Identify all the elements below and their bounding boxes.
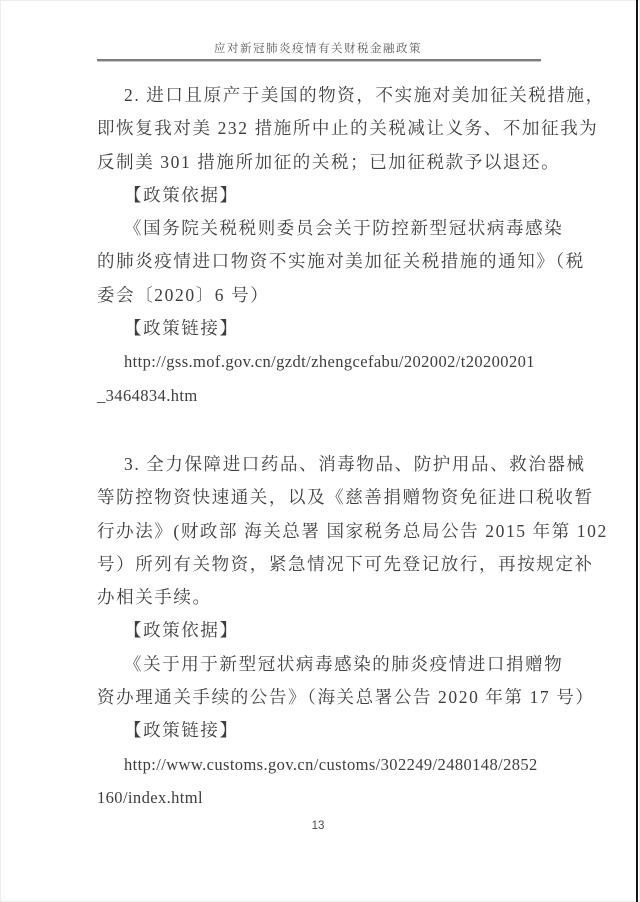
section3-paragraph-line: 号）所列有关物资，紧急情况下可先登记放行，再按规定补 [97,553,594,574]
section2-policy-basis-line: 《国务院关税税则委员会关于防控新型冠状病毒感染 [124,218,564,239]
section3-policy-link-url: 160/index.html [97,787,203,807]
section2-paragraph-line: 反制美 301 措施所加征的关税；已加征税款予以退还。 [97,151,561,172]
section3-paragraph-line: 等防控物资快速通关，以及《慈善捐赠物资免征进口税收暂 [97,487,594,508]
section2-paragraph-line: 2. 进口且原产于美国的物资，不实施对美加征关税措施， [124,85,605,105]
section-gap [97,412,549,448]
section2-policy-link-label: 【政策链接】 [124,318,239,339]
section3-policy-link-url: http://www.customs.gov.cn/customs/302249/2480148/2852 [124,754,538,774]
section2-policy-link-url: http://gss.mof.gov.cn/gzdt/zhengcefabu/202002/t20200201 [124,352,535,372]
section3-paragraph-line: 3. 全力保障进口药品、消毒物品、防护用品、救治器械 [124,453,586,474]
section3-paragraph-line: 行办法》(财政部 海关总署 国家税务总局公告 2015 年第 102 [97,520,608,541]
section3-policy-basis-label: 【政策依据】 [124,620,239,641]
running-header: 应对新冠肺炎疫情有关财税金融政策 [214,43,422,55]
scan-edge-line [636,0,638,902]
section2-policy-basis-label: 【政策依据】 [124,184,239,205]
page-number: 13 [311,820,325,832]
section3-policy-basis-line: 资办理通关手续的公告》（海关总署公告 2020 年第 17 号） [97,687,595,708]
section3-paragraph-line: 办相关手续。 [97,587,212,608]
section2-policy-basis-line: 的肺炎疫情进口物资不实施对美加征关税措施的通知》（税 [97,251,585,272]
section2-policy-basis-line: 委会〔2020〕6 号） [97,284,270,305]
document-body [97,79,608,814]
section3-policy-link-label: 【政策链接】 [124,720,239,741]
section2-policy-link-url: _3464834.htm [97,385,198,405]
section2-paragraph-line: 即恢复我对美 232 措施所中止的关税减让义务、不加征我为 [97,118,599,139]
header-rule-divider [97,59,541,62]
section3-policy-basis-line: 《关于用于新型冠状病毒感染的肺炎疫情进口捐赠物 [124,653,564,674]
